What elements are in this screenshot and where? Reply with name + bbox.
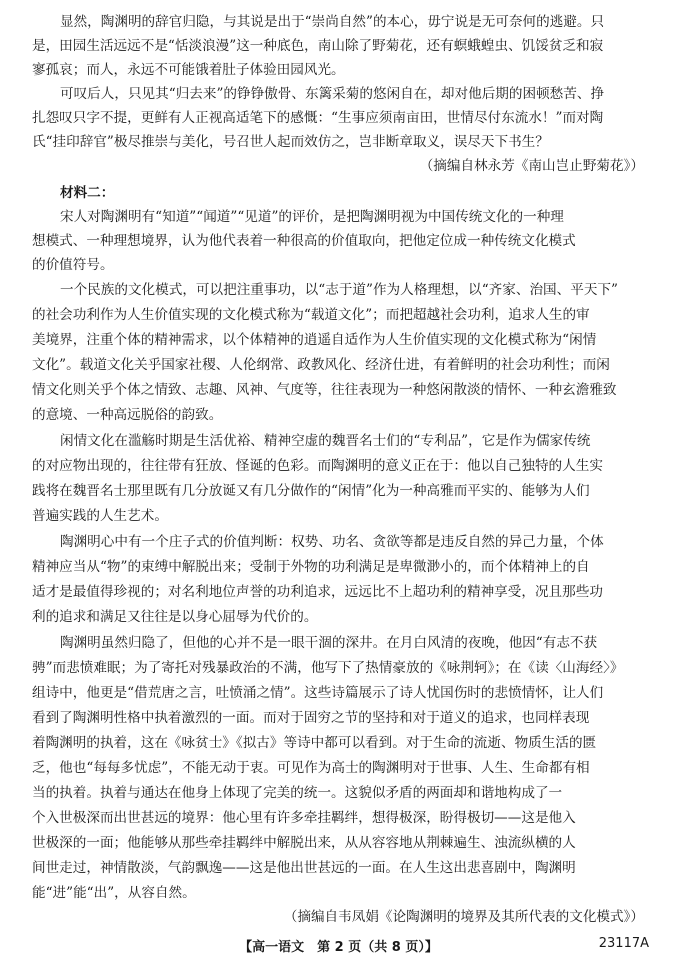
text-line: 能“进”能“出”，从容自然。	[32, 885, 196, 901]
text-line: 宋人对陶渊明有“知道”“闻道”“见道”的评价，是把陶渊明视为中国传统文化的一种理	[60, 209, 564, 225]
text-line: 的意境、一种高远脱俗的韵致。	[32, 407, 223, 423]
text-line: 精神应当从“物”的束缚中解脱出来；受制于外物的功利满足是卑微渺小的，而个体精神上的自	[32, 559, 590, 575]
exam-code: 23117A	[598, 936, 649, 951]
source-citation: （摘编自林永芳《南山岂止野菊花》）	[419, 158, 644, 174]
text-line: 的社会功利作为人生价值实现的文化模式称为“载道文化”；而把超越社会功利，追求人生的审	[32, 307, 590, 323]
text-line: 显然，陶渊明的辞官归隐，与其说是出于“崇尚自然”的本心，毋宁说是无可奈何的逃避。只	[60, 14, 605, 30]
text-line: 美境界，注重个体的精神需求，以个体精神的逍遥自适作为人生价值实现的文化模式称为“闲情	[32, 332, 597, 348]
text-line: 扎怨叹只字不提，更鲜有人正视高适笔下的感慨：“生事应须南亩田，世情尽付东流水！”而对陶	[32, 110, 604, 126]
text-line: 间世走过，神情散淡，气韵飘逸——这是他出世甚远的一面。在人生这出悲喜剧中，陶渊明	[32, 860, 576, 876]
text-line: 适才是最值得珍视的；对名利地位声誉的功利追求，远远比不上超功利的精神享受，况且那些功	[32, 584, 603, 600]
text-line: 骋”而悲愤难眠；为了寄托对残暴政治的不满，他写下了热情豪放的《咏荆轲》；在《读〈山海经〉》	[32, 660, 624, 676]
text-line: 闲情文化在滥觞时期是生活优裕、精神空虚的魏晋名士们的“专利品”，它是作为儒家传统	[60, 433, 591, 449]
text-line: 文化”。载道文化关乎国家社稷、人伦纲常、政教风化、经济仕进，有着鲜明的社会功利性；而闲	[32, 357, 610, 373]
page-footer: 【高一语文 第 2 页（共 8 页）】	[239, 940, 438, 955]
text-line: 的对应物出现的，往往带有狂放、怪诞的色彩。而陶渊明的意义正在于：他以自己独特的人生实	[32, 458, 603, 474]
text-line: 践将在魏晋名士那里既有几分放诞又有几分做作的“闲情”化为一种高雅而平实的、能够为人们	[32, 483, 590, 499]
text-line: 可叹后人，只见其“归去来”的铮铮傲骨、东篱采菊的悠闲自在，却对他后期的困顿愁苦、挣	[60, 86, 605, 102]
text-line: 陶渊明心中有一个庄子式的价值判断：权势、功名、贪欲等都是违反自然的异己力量，个体	[60, 534, 604, 550]
section-heading: 材料二：	[60, 185, 115, 201]
text-line: 寥孤哀；而人，永远不可能饿着肚子体验田园风光。	[32, 62, 345, 78]
text-line: 着陶渊明的执着，这在《咏贫士》《拟古》等诗中都可以看到。对于生命的流逝、物质生活的匮	[32, 735, 597, 751]
text-line: 氏“挂印辞官”极尽推崇与美化，号召世人起而效仿之，岂非断章取义，误尽天下书生？	[32, 134, 549, 150]
text-line: 利的追求和满足又往往是以身心屈辱为代价的。	[32, 609, 318, 625]
text-line: 看到了陶渊明性格中执着激烈的一面。而对于固穷之节的坚持和对于道义的追求，也同样表现	[32, 710, 590, 726]
text-line: 当的执着。执着与通达在他身上体现了完美的统一。这貌似矛盾的两面却和谐地构成了一	[32, 785, 563, 801]
text-line: 世极深的一面；他能够从那些牵挂羁绊中解脱出来，从从容容地从荆棘遍生、浊流纵横的人	[32, 835, 576, 851]
text-line: 陶渊明虽然归隐了，但他的心并不是一眼干涸的深井。在月白风清的夜晚，他因“有志不获	[60, 635, 598, 651]
text-line: 普遍实践的人生艺术。	[32, 508, 168, 524]
text-line: 想模式、一种理想境界，认为他代表着一种很高的价值取向，把他定位成一种传统文化模式	[32, 233, 576, 249]
source-citation: （摘编自韦凤娟《论陶渊明的境界及其所代表的文化模式》）	[283, 909, 644, 925]
text-line: 是，田园生活远远不是“恬淡浪漫”这一种底色，南山除了野菊花，还有螟蛾蝗虫、饥馁贫乏和寂	[32, 38, 604, 54]
text-line: 乏，他也“每每多忧虑”，不能无动于衷。可见作为高士的陶渊明对于世事、人生、生命都有相	[32, 760, 590, 776]
text-line: 情文化则关乎个体之情致、志趣、风神、气度等，往往表现为一种悠闲散淡的情怀、一种玄澹雅致	[32, 382, 617, 398]
text-line: 组诗中，他更是“借荒唐之言，吐愤涌之情”。这些诗篇展示了诗人忧国伤时的悲愤情怀，让人们	[32, 685, 604, 701]
text-line: 个入世极深而出世甚远的境界：他心里有许多牵挂羁绊，想得极深，盼得极切——这是他入	[32, 810, 576, 826]
text-line: 一个民族的文化模式，可以把注重事功，以“志于道”作为人格理想，以“齐家、治国、平天下”	[60, 282, 618, 298]
text-line: 的价值符号。	[32, 257, 114, 273]
